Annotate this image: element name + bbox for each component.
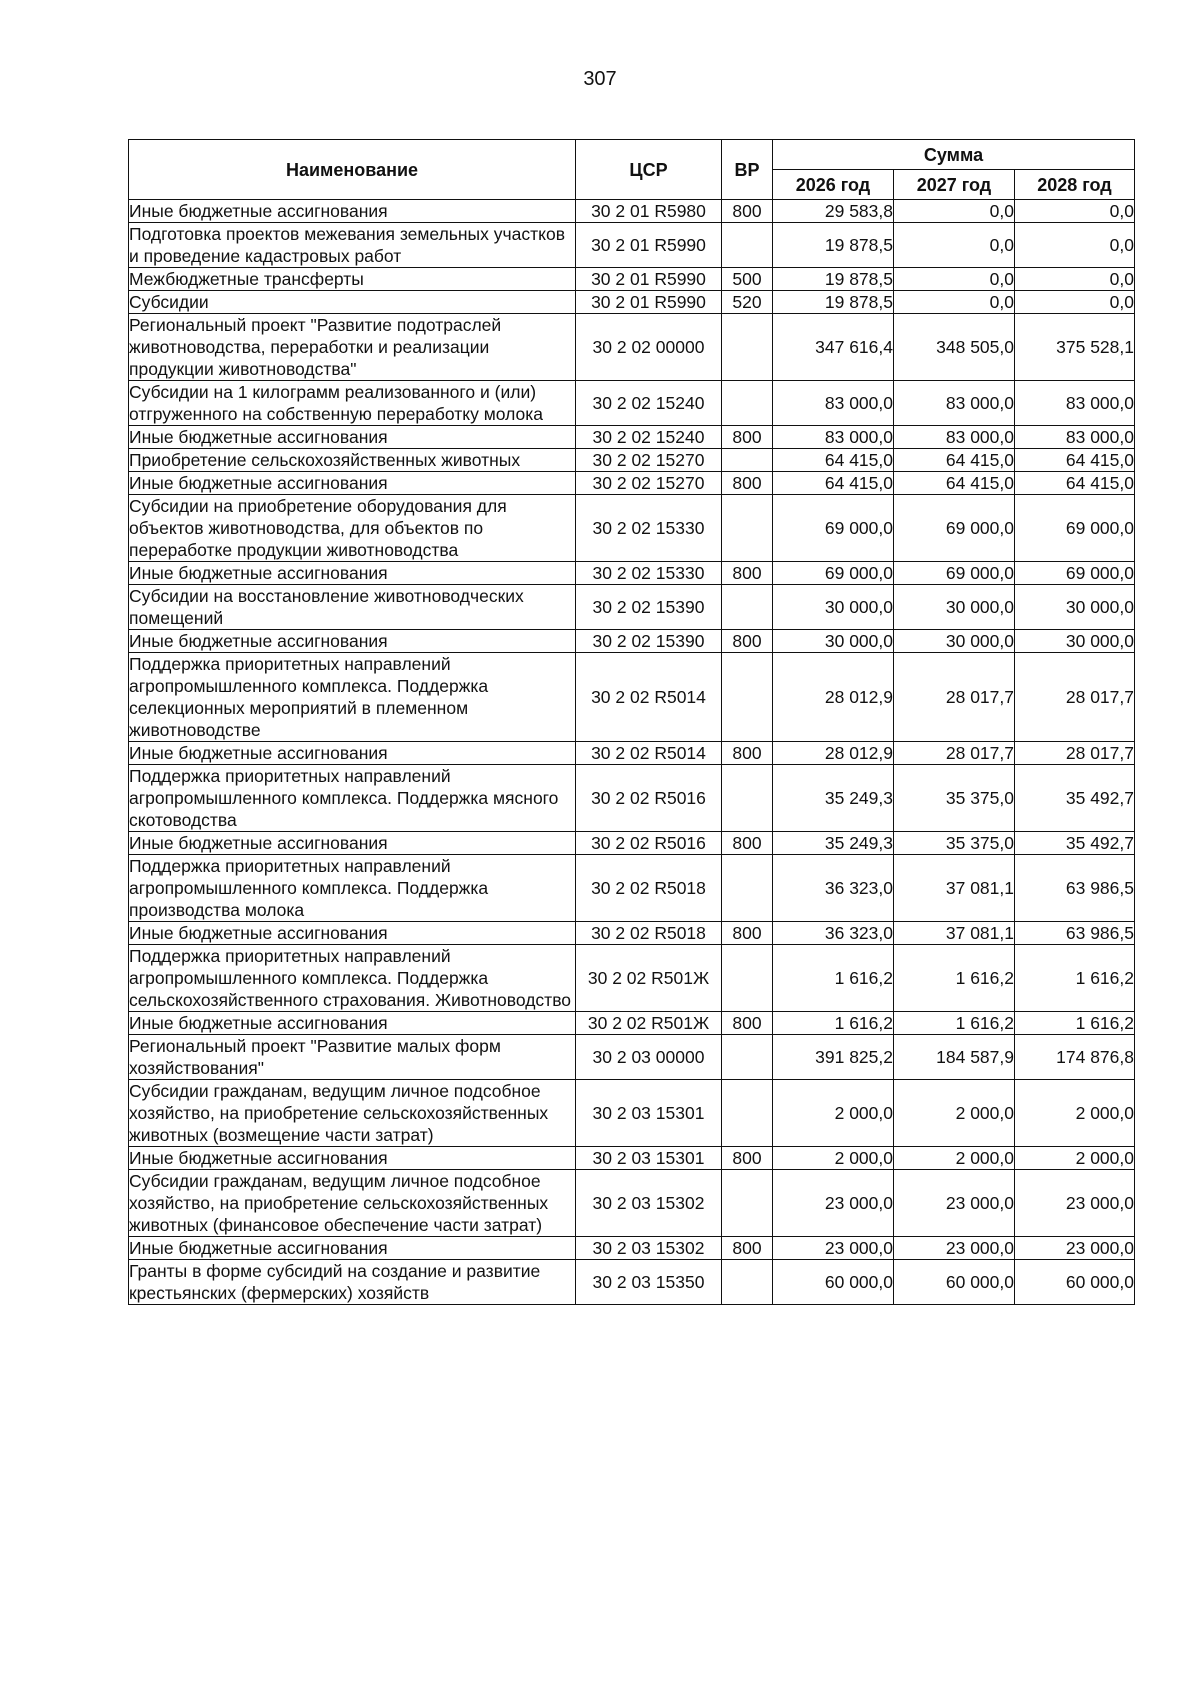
row-amount-2026: 28 012,9 [773,653,894,742]
header-csr: ЦСР [576,140,722,200]
row-amount-2026: 35 249,3 [773,765,894,832]
row-amount-2027: 64 415,0 [894,472,1015,495]
page-number: 307 [583,68,617,90]
row-csr: 30 2 02 15330 [576,495,722,562]
row-amount-2026: 23 000,0 [773,1237,894,1260]
row-vr [722,1170,773,1237]
row-csr: 30 2 02 R5014 [576,742,722,765]
row-amount-2027: 23 000,0 [894,1170,1015,1237]
header-year-2027: 2027 год [894,170,1015,200]
row-amount-2027: 60 000,0 [894,1260,1015,1305]
table-row [129,495,1135,562]
row-vr [722,585,773,630]
row-csr: 30 2 02 R5016 [576,765,722,832]
row-name: Гранты в форме субсидий на создание и развитие крестьянских (фермерских) хозяйств [129,1260,576,1305]
row-amount-2026: 1 616,2 [773,1012,894,1035]
row-name: Субсидии на восстановление животноводческих помещений [129,585,576,630]
header-sum: Сумма [773,140,1135,170]
row-amount-2026: 36 323,0 [773,855,894,922]
row-amount-2026: 28 012,9 [773,742,894,765]
row-amount-2028: 69 000,0 [1015,562,1135,585]
row-amount-2027: 0,0 [894,268,1015,291]
row-amount-2027: 35 375,0 [894,832,1015,855]
row-csr: 30 2 01 R5990 [576,291,722,314]
row-amount-2027: 69 000,0 [894,562,1015,585]
row-amount-2027: 30 000,0 [894,585,1015,630]
row-csr: 30 2 03 15301 [576,1080,722,1147]
table-row [129,562,1135,585]
row-amount-2028: 64 415,0 [1015,449,1135,472]
row-amount-2027: 69 000,0 [894,495,1015,562]
row-name: Региональный проект "Развитие малых форм хозяйствования" [129,1035,576,1080]
row-vr [722,314,773,381]
row-name: Иные бюджетные ассигнования [129,922,576,945]
row-name: Поддержка приоритетных направлений агропромышленного комплекса. Поддержка селекционных мероприятий в племенном животноводстве [129,653,576,742]
header-name: Наименование [129,140,576,200]
row-amount-2027: 1 616,2 [894,1012,1015,1035]
row-amount-2027: 184 587,9 [894,1035,1015,1080]
row-vr [722,381,773,426]
row-csr: 30 2 03 00000 [576,1035,722,1080]
row-amount-2027: 28 017,7 [894,653,1015,742]
row-name: Субсидии гражданам, ведущим личное подсобное хозяйство, на приобретение сельскохозяйственных животных (возмещение части затрат) [129,1080,576,1147]
row-amount-2028: 0,0 [1015,291,1135,314]
table-row [129,653,1135,742]
row-vr: 800 [722,426,773,449]
row-vr: 800 [722,1147,773,1170]
row-vr [722,653,773,742]
row-amount-2028: 174 876,8 [1015,1035,1135,1080]
row-name: Приобретение сельскохозяйственных животных [129,449,576,472]
row-amount-2028: 1 616,2 [1015,945,1135,1012]
row-name: Поддержка приоритетных направлений агропромышленного комплекса. Поддержка производства молока [129,855,576,922]
row-name: Иные бюджетные ассигнования [129,200,576,223]
row-amount-2028: 2 000,0 [1015,1080,1135,1147]
row-name: Субсидии на 1 килограмм реализованного и (или) отгруженного на собственную переработку молока [129,381,576,426]
row-amount-2027: 30 000,0 [894,630,1015,653]
row-amount-2027: 23 000,0 [894,1237,1015,1260]
table-row [129,200,1135,223]
row-name: Иные бюджетные ассигнования [129,562,576,585]
row-csr: 30 2 02 15240 [576,426,722,449]
row-amount-2027: 1 616,2 [894,945,1015,1012]
row-csr: 30 2 02 00000 [576,314,722,381]
row-amount-2027: 28 017,7 [894,742,1015,765]
table-row [129,1080,1135,1147]
row-amount-2028: 28 017,7 [1015,742,1135,765]
table-row [129,630,1135,653]
row-csr: 30 2 02 15330 [576,562,722,585]
table-row [129,223,1135,268]
row-amount-2027: 83 000,0 [894,381,1015,426]
table-row [129,742,1135,765]
row-vr [722,1035,773,1080]
row-amount-2028: 30 000,0 [1015,630,1135,653]
row-amount-2027: 64 415,0 [894,449,1015,472]
row-csr: 30 2 03 15350 [576,1260,722,1305]
row-name: Подготовка проектов межевания земельных участков и проведение кадастровых работ [129,223,576,268]
row-amount-2026: 1 616,2 [773,945,894,1012]
row-amount-2027: 37 081,1 [894,855,1015,922]
table-row [129,945,1135,1012]
row-amount-2026: 19 878,5 [773,223,894,268]
table-row [129,1237,1135,1260]
row-amount-2028: 375 528,1 [1015,314,1135,381]
table-row [129,314,1135,381]
row-amount-2027: 37 081,1 [894,922,1015,945]
row-amount-2026: 391 825,2 [773,1035,894,1080]
table-row [129,1260,1135,1305]
row-vr: 800 [722,922,773,945]
row-vr: 500 [722,268,773,291]
row-amount-2028: 35 492,7 [1015,765,1135,832]
row-amount-2026: 2 000,0 [773,1080,894,1147]
row-amount-2026: 35 249,3 [773,832,894,855]
table-row [129,855,1135,922]
row-csr: 30 2 03 15302 [576,1170,722,1237]
row-name: Иные бюджетные ассигнования [129,1147,576,1170]
row-vr [722,495,773,562]
row-csr: 30 2 01 R5990 [576,223,722,268]
row-amount-2028: 0,0 [1015,223,1135,268]
row-vr: 800 [722,742,773,765]
table-body [129,200,1135,1305]
row-csr: 30 2 02 15390 [576,630,722,653]
row-vr [722,765,773,832]
row-amount-2028: 63 986,5 [1015,855,1135,922]
table-row [129,922,1135,945]
row-amount-2026: 83 000,0 [773,426,894,449]
row-vr: 800 [722,1237,773,1260]
table-row [129,585,1135,630]
row-name: Субсидии [129,291,576,314]
row-amount-2027: 83 000,0 [894,426,1015,449]
row-amount-2027: 348 505,0 [894,314,1015,381]
table-row [129,426,1135,449]
row-amount-2026: 64 415,0 [773,449,894,472]
row-csr: 30 2 03 15302 [576,1237,722,1260]
row-amount-2026: 30 000,0 [773,585,894,630]
row-csr: 30 2 02 R501Ж [576,1012,722,1035]
row-amount-2026: 29 583,8 [773,200,894,223]
row-csr: 30 2 02 R5018 [576,922,722,945]
row-vr: 800 [722,200,773,223]
row-vr [722,1260,773,1305]
row-amount-2028: 30 000,0 [1015,585,1135,630]
row-vr: 520 [722,291,773,314]
row-vr: 800 [722,1012,773,1035]
row-csr: 30 2 01 R5980 [576,200,722,223]
row-amount-2028: 0,0 [1015,268,1135,291]
row-csr: 30 2 02 R501Ж [576,945,722,1012]
row-amount-2028: 64 415,0 [1015,472,1135,495]
table-row [129,291,1135,314]
row-csr: 30 2 01 R5990 [576,268,722,291]
row-vr [722,449,773,472]
row-amount-2028: 35 492,7 [1015,832,1135,855]
row-amount-2028: 28 017,7 [1015,653,1135,742]
row-amount-2026: 60 000,0 [773,1260,894,1305]
row-amount-2028: 23 000,0 [1015,1237,1135,1260]
row-amount-2028: 0,0 [1015,200,1135,223]
row-vr [722,945,773,1012]
row-name: Поддержка приоритетных направлений агропромышленного комплекса. Поддержка сельскохозяйственного страхования. Животноводство [129,945,576,1012]
row-amount-2027: 0,0 [894,200,1015,223]
table-row [129,381,1135,426]
row-csr: 30 2 02 15270 [576,449,722,472]
table-row [129,1012,1135,1035]
header-year-2026: 2026 год [773,170,894,200]
row-amount-2026: 2 000,0 [773,1147,894,1170]
table-row [129,1035,1135,1080]
row-vr [722,1080,773,1147]
table-row [129,1170,1135,1237]
row-amount-2026: 19 878,5 [773,291,894,314]
row-name: Иные бюджетные ассигнования [129,1012,576,1035]
row-amount-2026: 23 000,0 [773,1170,894,1237]
table-row [129,765,1135,832]
row-amount-2028: 60 000,0 [1015,1260,1135,1305]
row-name: Региональный проект "Развитие подотраслей животноводства, переработки и реализации продукции животноводства" [129,314,576,381]
row-vr: 800 [722,832,773,855]
row-csr: 30 2 02 R5016 [576,832,722,855]
row-amount-2026: 347 616,4 [773,314,894,381]
table-row [129,268,1135,291]
table-row [129,449,1135,472]
row-amount-2026: 19 878,5 [773,268,894,291]
row-name: Иные бюджетные ассигнования [129,1237,576,1260]
row-amount-2028: 83 000,0 [1015,426,1135,449]
row-vr: 800 [722,630,773,653]
row-name: Иные бюджетные ассигнования [129,832,576,855]
row-name: Иные бюджетные ассигнования [129,472,576,495]
row-csr: 30 2 03 15301 [576,1147,722,1170]
row-name: Иные бюджетные ассигнования [129,630,576,653]
row-amount-2026: 69 000,0 [773,562,894,585]
row-amount-2026: 83 000,0 [773,381,894,426]
row-amount-2027: 0,0 [894,223,1015,268]
row-name: Субсидии гражданам, ведущим личное подсобное хозяйство, на приобретение сельскохозяйственных животных (финансовое обеспечение части затрат) [129,1170,576,1237]
row-amount-2027: 2 000,0 [894,1080,1015,1147]
row-vr: 800 [722,562,773,585]
row-vr: 800 [722,472,773,495]
row-amount-2026: 69 000,0 [773,495,894,562]
row-amount-2028: 23 000,0 [1015,1170,1135,1237]
row-amount-2026: 30 000,0 [773,630,894,653]
row-amount-2028: 63 986,5 [1015,922,1135,945]
row-csr: 30 2 02 15270 [576,472,722,495]
budget-table [128,139,1135,1305]
row-name: Субсидии на приобретение оборудования для объектов животноводства, для объектов по переработке продукции животноводства [129,495,576,562]
row-amount-2027: 35 375,0 [894,765,1015,832]
row-amount-2027: 2 000,0 [894,1147,1015,1170]
row-csr: 30 2 02 15240 [576,381,722,426]
row-name: Межбюджетные трансферты [129,268,576,291]
table-row [129,832,1135,855]
row-amount-2027: 0,0 [894,291,1015,314]
header-vr: ВР [722,140,773,200]
row-csr: 30 2 02 R5018 [576,855,722,922]
row-amount-2028: 1 616,2 [1015,1012,1135,1035]
row-name: Иные бюджетные ассигнования [129,426,576,449]
row-amount-2028: 69 000,0 [1015,495,1135,562]
row-amount-2028: 2 000,0 [1015,1147,1135,1170]
row-name: Поддержка приоритетных направлений агропромышленного комплекса. Поддержка мясного скотоводства [129,765,576,832]
row-vr [722,223,773,268]
row-amount-2026: 64 415,0 [773,472,894,495]
row-vr [722,855,773,922]
row-name: Иные бюджетные ассигнования [129,742,576,765]
row-csr: 30 2 02 R5014 [576,653,722,742]
row-amount-2026: 36 323,0 [773,922,894,945]
row-amount-2028: 83 000,0 [1015,381,1135,426]
table-row [129,1147,1135,1170]
table-row [129,472,1135,495]
header-year-2028: 2028 год [1015,170,1135,200]
row-csr: 30 2 02 15390 [576,585,722,630]
